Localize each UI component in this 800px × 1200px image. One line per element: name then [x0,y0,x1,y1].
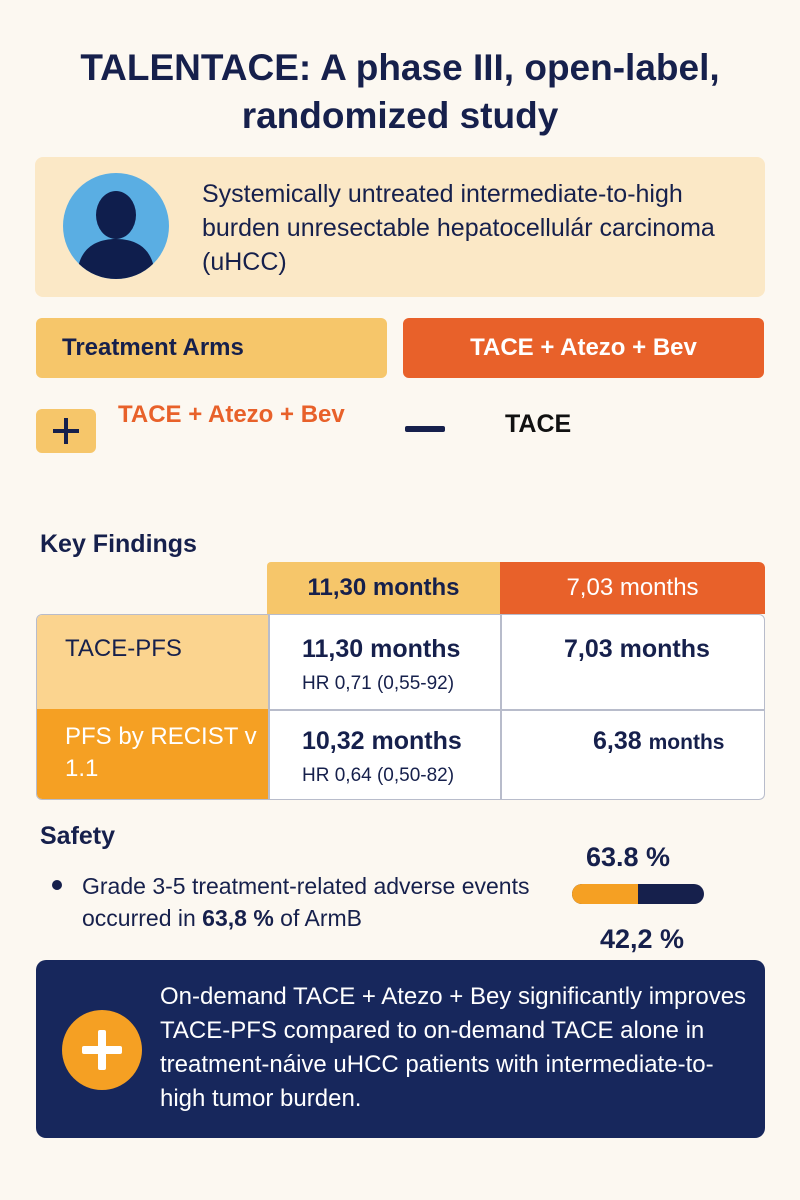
population-text: Systemically untreated intermediate-to-high burden unresectable hepatocellulár carcinoma (uHCC) [202,180,715,276]
row-label-pfs-recist: PFS by RECIST v 1.1 [37,709,268,800]
highlight-arm-header: TACE + Atezo + Bev [403,318,764,378]
safety-text-pct: 63,8 % [202,905,274,931]
row2-arm-a-value: 10,32 months [302,727,462,755]
row2-arm-b-number: 6,38 [593,727,642,755]
bullet-icon [52,880,62,890]
title-line-2: randomized study [241,95,559,136]
row1-arm-a-value: 11,30 months [302,635,461,663]
safety-text-pre: Grade 3-5 treatment-related adverse events occurred in [82,873,530,931]
safety-pct-arm-b: 42,2 % [600,924,685,954]
conclusion-box [36,960,765,1138]
findings-table [36,614,765,800]
table-divider [268,615,270,799]
table-divider [500,615,502,799]
column-header-arm-b: 7,03 months [500,562,765,614]
row2-arm-b-value [593,727,724,756]
key-findings-title: Key Findings [40,530,197,558]
arm-a-label: TACE + Atezo + Bev [118,401,345,428]
safety-title: Safety [40,822,116,850]
plus-circle-icon [62,1010,142,1090]
minus-icon [405,426,445,432]
arm-b-label: TACE [505,410,572,438]
column-header-arm-a: 11,30 months [267,562,500,614]
table-divider [268,709,764,711]
row2-arm-b-unit: months [648,731,725,754]
population-box [35,157,765,297]
row2-arm-a-hr: HR 0,64 (0,50-82) [302,765,455,786]
row1-arm-b-value: 7,03 months [564,635,710,663]
safety-text-post: of ArmB [273,905,362,931]
safety-pct-arm-a: 63.8 % [586,842,671,872]
plus-icon [36,409,96,453]
page-title [20,44,780,140]
row-label-tace-pfs: TACE-PFS [37,615,268,709]
safety-bullet [82,870,552,934]
adverse-events-bar [572,884,704,904]
person-icon [63,173,169,279]
adverse-events-bar-fill [572,884,638,904]
row1-arm-a-hr: HR 0,71 (0,55-92) [302,673,455,694]
treatment-arms-header: Treatment Arms [36,318,387,378]
title-line-1: TALENTACE: A phase III, open-label, [80,47,720,88]
conclusion-text: On-demand TACE + Atezo + Bey significantly improves TACE-PFS compared to on-demand TACE alone in treatment-náive uHCC patients with intermediate-to-high tumor burden. [160,983,747,1112]
